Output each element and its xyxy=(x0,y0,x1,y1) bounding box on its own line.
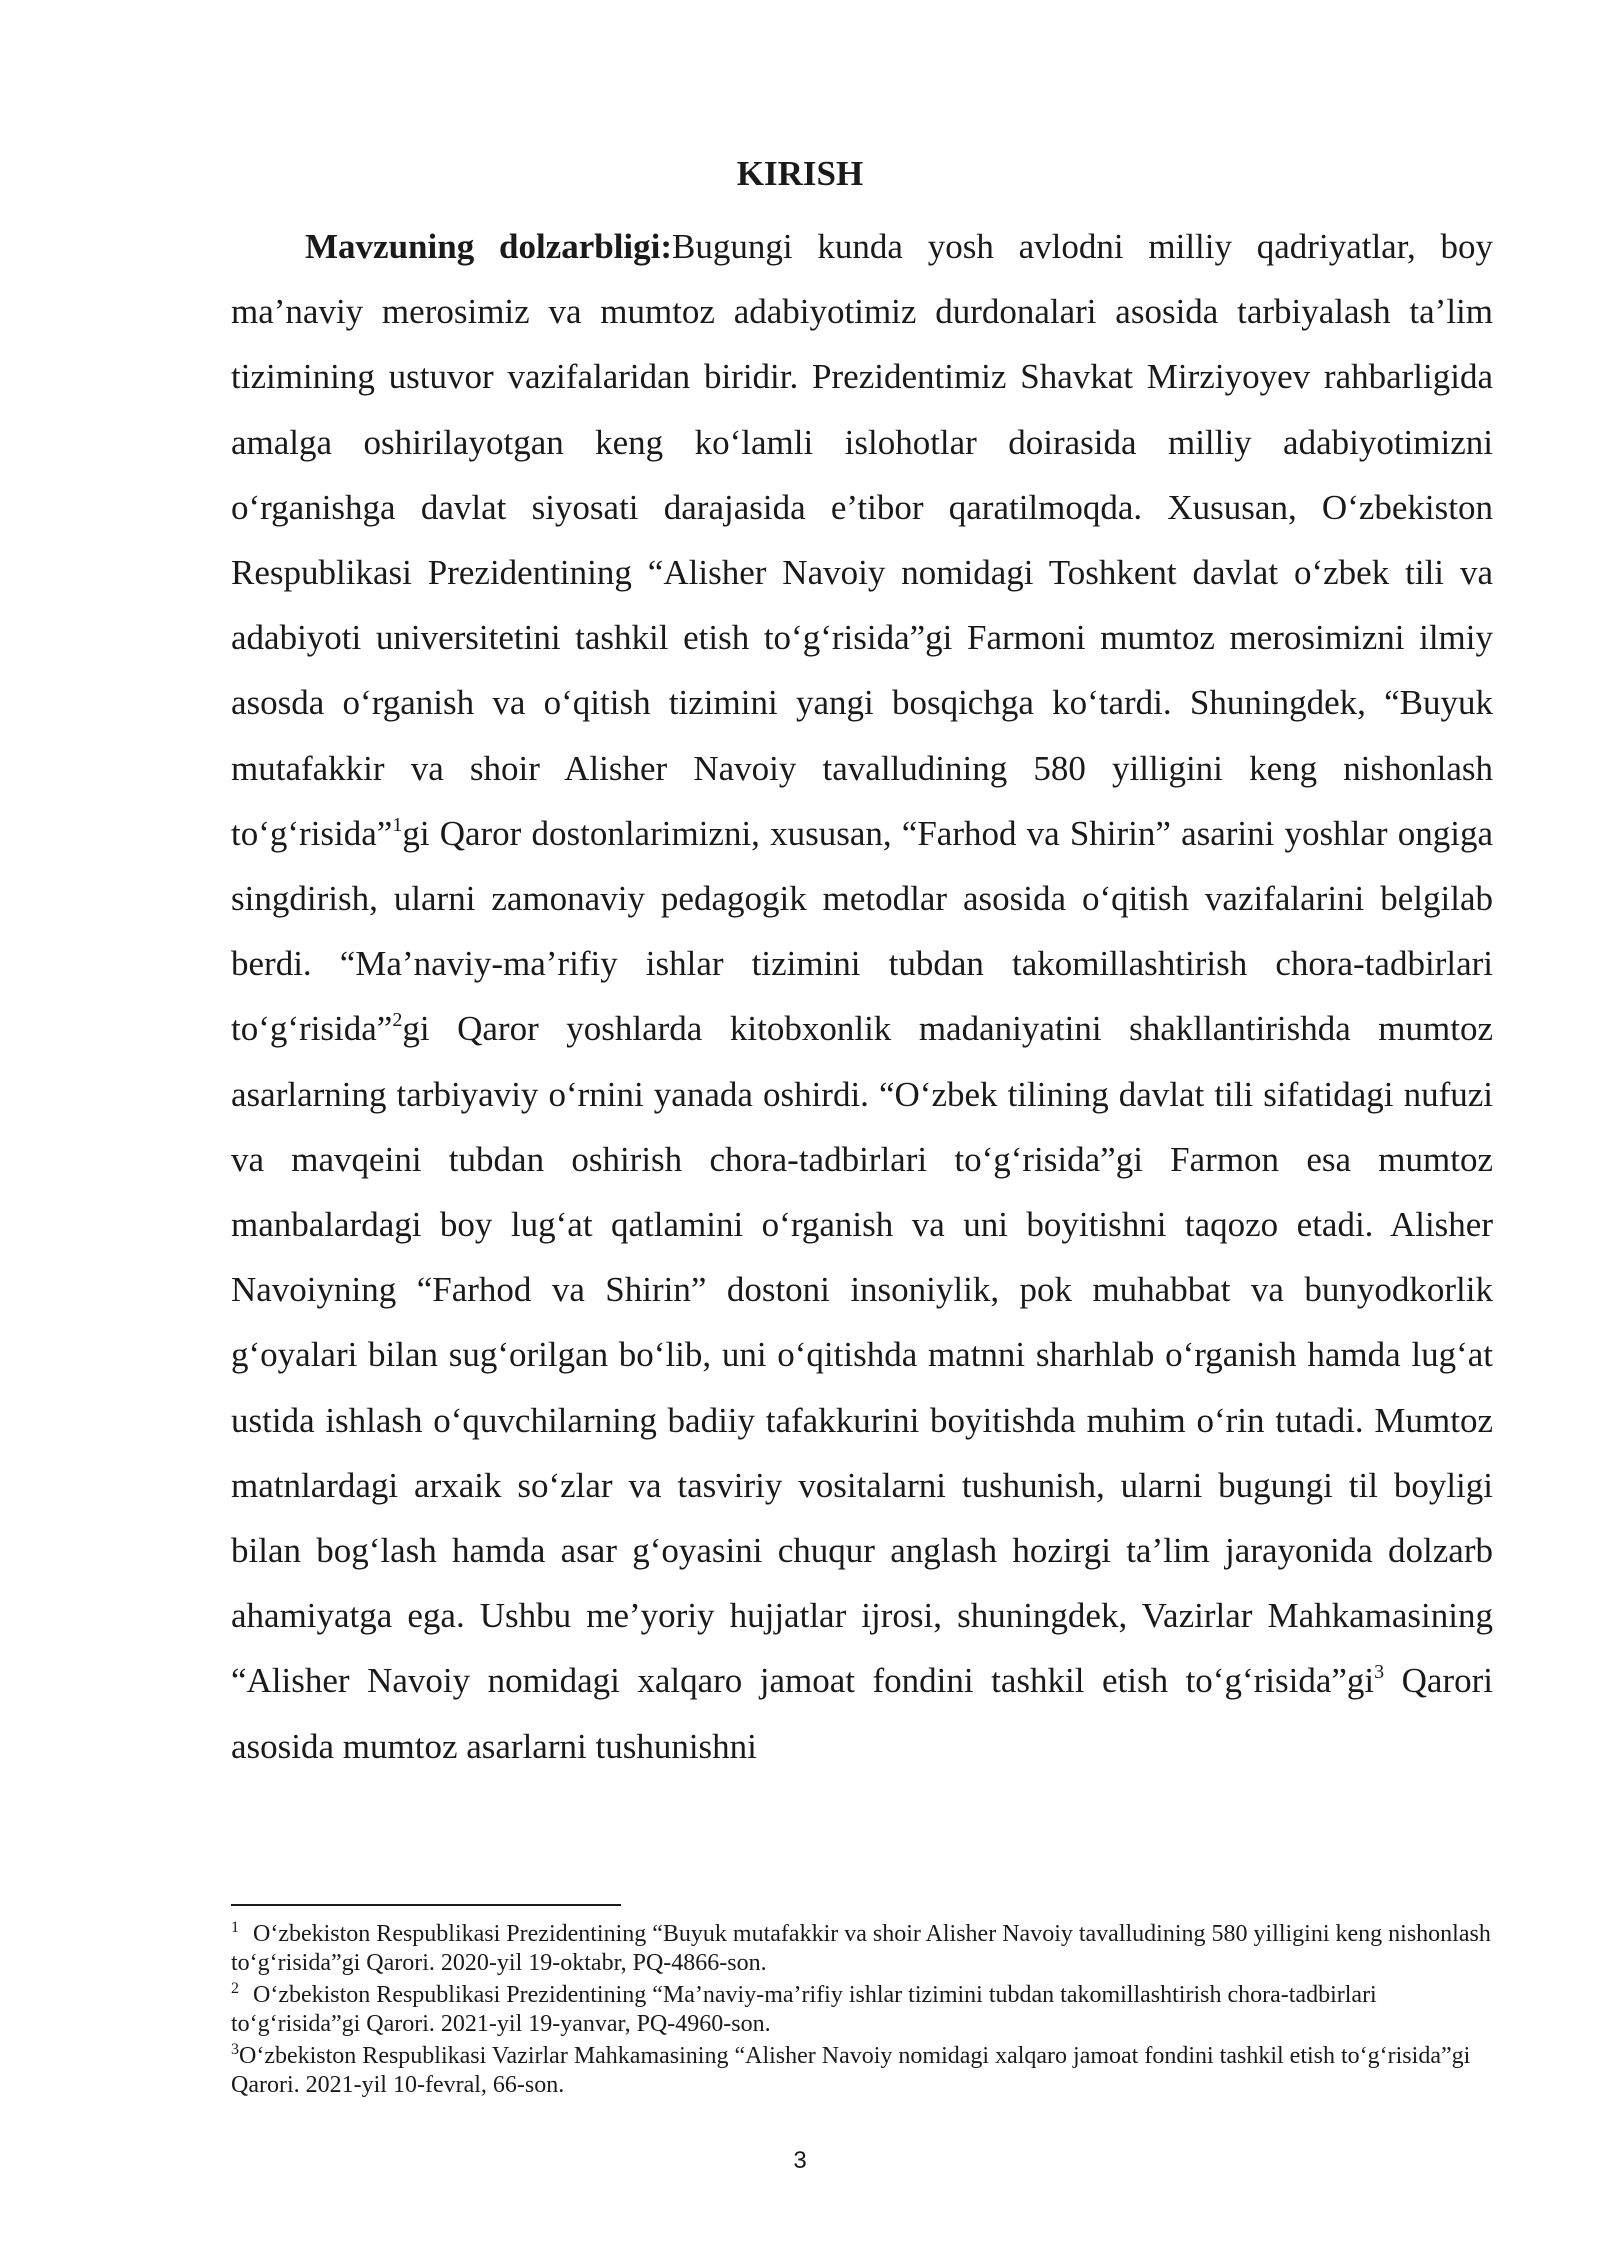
paragraph-text-part-4: Qarori asosida mumtoz asarlarni tushunishni xyxy=(231,1661,1493,1766)
paragraph-text-part-1: Bugungi kunda yosh avlodni milliy qadriyatlar, boy ma’naviy merosimiz va mumtoz adabiyotimiz durdonalari asosida tarbiyalash ta’lim tizimining ustuvor vazifalaridan biridir. Prezidentimiz Shavkat Mirziyoyev rahbarligida amalga oshirilayotgan keng ko‘lamli islohotlar doirasida milliy adabiyotimizni o‘rganishga davlat siyosati darajasida e’tibor qaratilmoqda. Xususan, O‘zbekiston Respublikasi Prezidentining “Alisher Navoiy nomidagi Toshkent davlat o‘zbek tili va adabiyoti universitetini tashkil etish to‘g‘risida”gi Farmoni mumtoz merosimizni ilmiy asosda o‘rganish va o‘qitish tizimini yangi bosqichga ko‘tardi. Shuningdek, “Buyuk mutafakkir va shoir Alisher Navoiy tavalludining 580 yilligini keng nishonlash to‘g‘risida” xyxy=(231,227,1493,853)
footnote-separator xyxy=(231,1904,621,1906)
page-number: 3 xyxy=(793,2147,807,2174)
footnotes xyxy=(231,1920,1493,2103)
footnote-ref-1: 1 xyxy=(392,813,403,836)
footnote-ref-2: 2 xyxy=(392,1009,403,1032)
paragraph-text-part-2: gi Qaror dostonlarimizni, xususan, “Farhod va Shirin” asarini yoshlar ongiga singdirish, ularni zamonaviy pedagogik metodlar asosida o‘qitish vazifalarini belgilab berdi. “Ma’naviy-ma’rifiy ishlar tizimini tubdan takomillashtirish chora-tadbirlari to‘g‘risida” xyxy=(231,813,1493,1049)
footnote-text-3: O‘zbekiston Respublikasi Vazirlar Mahkamasining “Alisher Navoiy nomidagi xalqaro jamoat fondini tashkil etish to‘g‘risida”gi Qarori. 2021-yil 10-fevral, 66-son. xyxy=(231,2043,1471,2098)
footnote-text-2: O‘zbekiston Respublikasi Prezidentining “Ma’naviy-ma’rifiy ishlar tizimini tubdan takomillashtirish chora-tadbirlari to‘g‘risida”gi Qarori. 2021-yil 19-yanvar, PQ-4960-son. xyxy=(231,1982,1377,2037)
lead-label: Mavzuning dolzarbligi: xyxy=(305,227,673,266)
footnote-mark-3: 3 xyxy=(231,2041,239,2058)
footnote-mark-1: 1 xyxy=(231,1919,239,1936)
body-paragraph xyxy=(231,214,1493,1779)
footnote-3 xyxy=(231,2042,1493,2100)
footnote-text-1: O‘zbekiston Respublikasi Prezidentining “Buyuk mutafakkir va shoir Alisher Navoiy tavalludining 580 yilligini keng nishonlash to‘g‘risida”gi Qarori. 2020-yil 19-oktabr, PQ-4866-son. xyxy=(231,1921,1491,1976)
paragraph-text-part-3: gi Qaror yoshlarda kitobxonlik madaniyatini shakllantirishda mumtoz asarlarning tarbiyaviy o‘rnini yanada oshirdi. “O‘zbek tilining davlat tili sifatidagi nufuzi va mavqeini tubdan oshirish chora-tadbirlari to‘g‘risida”gi Farmon esa mumtoz manbalardagi boy lug‘at qatlamini o‘rganish va uni boyitishni taqozo etadi. Alisher Navoiyning “Farhod va Shirin” dostoni insoniylik, pok muhabbat va bunyodkorlik g‘oyalari bilan sug‘orilgan bo‘lib, uni o‘qitishda matnni sharhlab o‘rganish hamda lug‘at ustida ishlash o‘quvchilarning badiiy tafakkurini boyitishda muhim o‘rin tutadi. Mumtoz matnlardagi arxaik so‘zlar va tasviriy vositalarni tushunish, ularni bugungi til boyligi bilan bog‘lash hamda asar g‘oyasini chuqur anglash hozirgi ta’lim jarayonida dolzarb ahamiyatga ega. Ushbu me’yoriy hujjatlar ijrosi, shuningdek, Vazirlar Mahkamasining “Alisher Navoiy nomidagi xalqaro jamoat fondini tashkil etish to‘g‘risida”gi xyxy=(231,1009,1493,1701)
footnote-1 xyxy=(231,1920,1493,1978)
footnote-ref-3: 3 xyxy=(1374,1661,1385,1684)
footnote-mark-2: 2 xyxy=(231,1980,239,1997)
section-heading: KIRISH xyxy=(736,154,864,193)
footnote-2 xyxy=(231,1981,1493,2039)
